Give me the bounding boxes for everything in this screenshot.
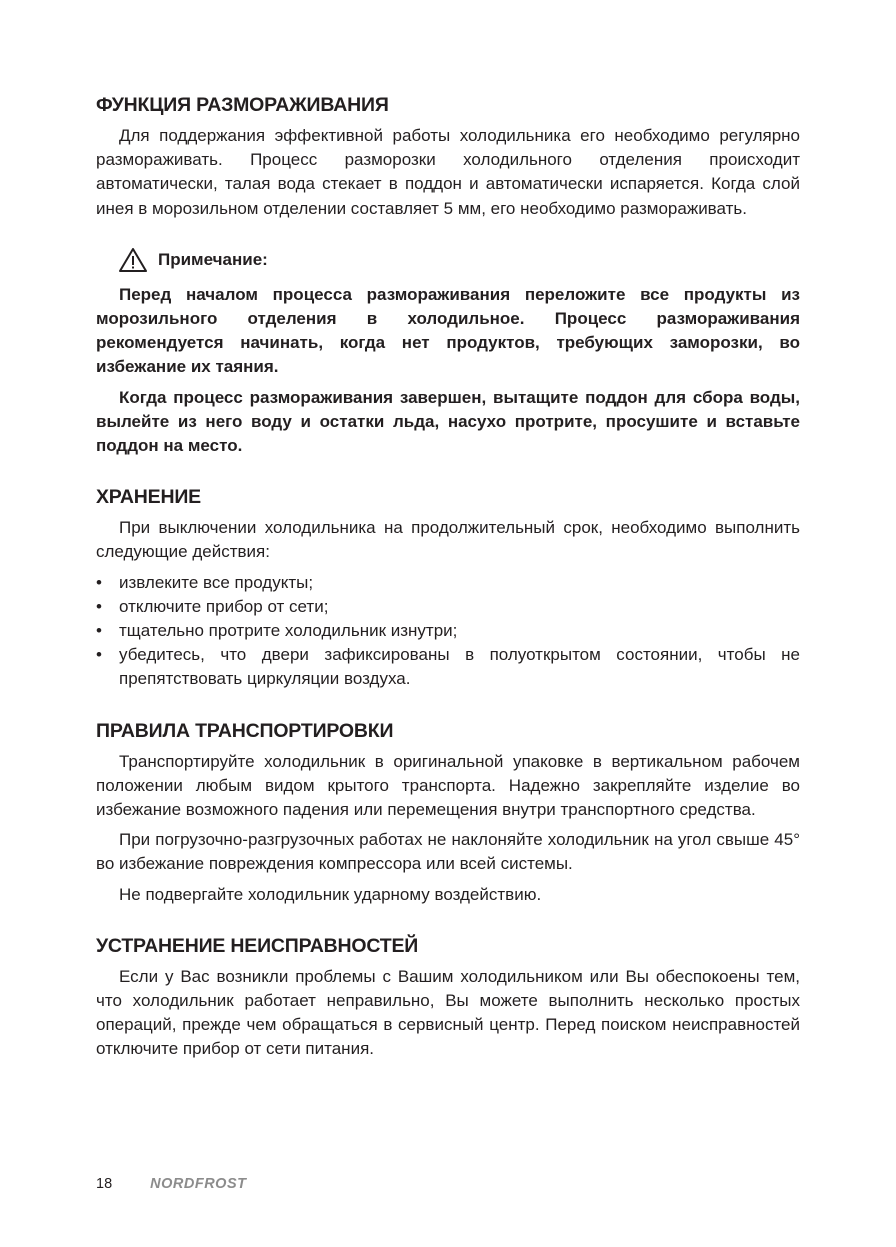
list-item: • тщательно протрите холодильник изнутри;: [96, 619, 800, 643]
transport-paragraph-3: Не подвергайте холодильник ударному воздействию.: [119, 884, 542, 904]
bullet-icon: •: [96, 645, 102, 665]
list-item: • отключите прибор от сети;: [96, 595, 800, 619]
note-paragraph-2: Когда процесс размораживания завершен, вытащите поддон для сбора воды, вылейте из него воду и остатки льда, насухо протрите, просушите и вставьте поддон на место.: [96, 387, 800, 456]
transport-heading: ПРАВИЛА ТРАНСПОРТИРОВКИ: [96, 719, 394, 742]
storage-intro: При выключении холодильника на продолжительный срок, необходимо выполнить следующие действия:: [96, 518, 800, 562]
defrost-paragraph: Для поддержания эффективной работы холодильника его необходимо регулярно размораживать. Процесс разморозки холодильного отделения происходит автоматически, талая вода стекает в поддон и автоматически испаряется. Когда слой инея в морозильном отделении составляет 5 мм, его необходимо размораживать.: [96, 126, 800, 218]
page-footer: [96, 1176, 246, 1192]
bullet-icon: •: [96, 596, 102, 616]
note-header: [118, 247, 800, 273]
page-number: 18: [96, 1176, 113, 1192]
transport-paragraph-2: При погрузочно-разгрузочных работах не наклоняйте холодильник на угол свыше 45° во избежание повреждения компрессора или всей системы.: [96, 830, 800, 874]
troubleshooting-paragraph: Если у Вас возникли проблемы с Вашим холодильником или Вы обеспокоены тем, что холодильник работает неправильно, Вы можете выполнить несколько простых операций, прежде чем обращаться в сервисный центр. Перед поиском неисправностей отключите прибор от сети питания.: [96, 966, 800, 1059]
bullet-icon: •: [96, 572, 102, 592]
troubleshooting-heading: УСТРАНЕНИЕ НЕИСПРАВНОСТЕЙ: [96, 934, 419, 957]
note-label: Примечание:: [158, 249, 268, 269]
note-paragraph-1: Перед началом процесса размораживания переложите все продукты из морозильного отделения в холодильное. Процесс размораживания рекомендуется начинать, когда нет продуктов, требующих заморозки, во избежание их таяния.: [96, 284, 800, 377]
warning-triangle-icon: [118, 247, 148, 273]
brand-logo: NORDFROST: [150, 1176, 247, 1192]
page-content: [96, 92, 800, 1068]
defrost-heading: ФУНКЦИЯ РАЗМОРАЖИВАНИЯ: [96, 94, 389, 116]
list-item: • извлеките все продукты;: [96, 571, 800, 595]
list-item: • убедитесь, что двери зафиксированы в полуоткрытом состоянии, чтобы не препятствовать циркуляции воздуха.: [96, 645, 800, 689]
transport-paragraph-1: Транспортируйте холодильник в оригинальной упаковке в вертикальном рабочем положении любым видом крытого транспорта. Надежно закрепляйте изделие во избежание возможного падения или перемещения внутри транспортного средства.: [96, 751, 800, 820]
storage-list: [96, 571, 800, 692]
storage-heading: ХРАНЕНИЕ: [96, 486, 201, 509]
bullet-icon: •: [96, 621, 102, 641]
